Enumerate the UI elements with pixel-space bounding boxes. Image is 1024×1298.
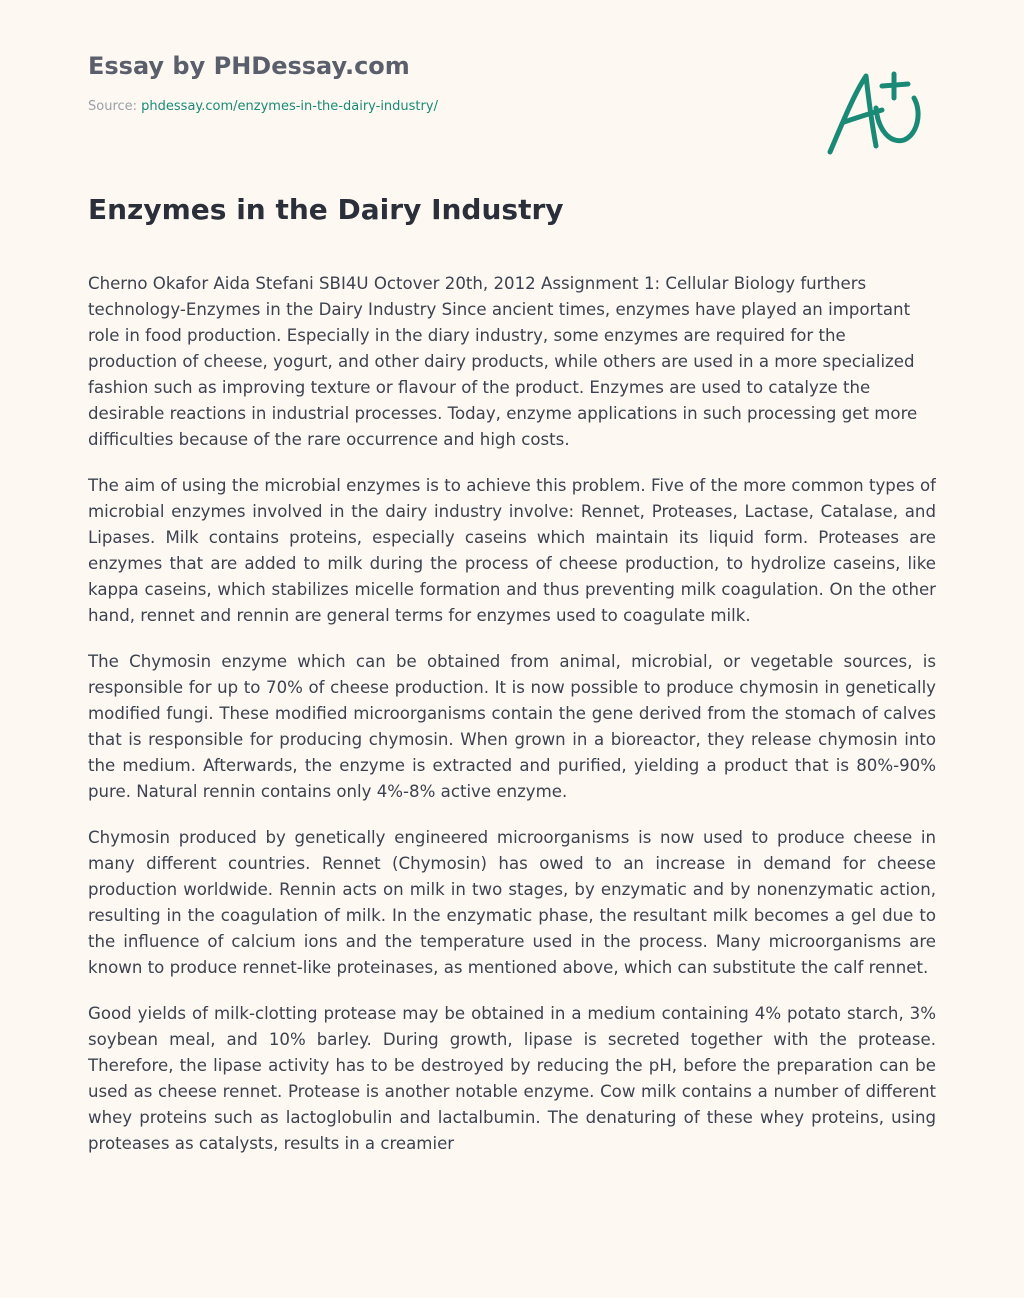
a-plus-grade-logo bbox=[822, 64, 932, 164]
paragraph: The Chymosin enzyme which can be obtained from animal, microbial, or vegetable sources, is responsible for up to 70% of cheese production. It is now possible to produce chymosin in genetically modified fungi. These modified microorganisms contain the gene derived from the stomach of calves that is responsible for producing chymosin. When grown in a bioreactor, they release chymosin into the medium. Afterwards, the enzyme is extracted and purified, yielding a product that is 80%-90% pure. Natural rennin contains only 4%-8% active enzyme. bbox=[88, 652, 936, 801]
page-header bbox=[88, 50, 788, 116]
essay-title: Enzymes in the Dairy Industry bbox=[88, 193, 564, 226]
paragraph: Good yields of milk-clotting protease may be obtained in a medium containing 4% potato starch, 3% soybean meal, and 10% barley. During growth, lipase is secreted together with the protease. Therefore, the lipase activity has to be destroyed by reducing the pH, before the preparation can be used as cheese rennet. Protease is another notable enzyme. Cow milk contains a number of different whey proteins such as lactoglobulin and lactalbumin. The denaturing of these whey proteins, using proteases as catalysts, results in a creamier bbox=[88, 1004, 936, 1153]
source-link[interactable]: phdessay.com/enzymes-in-the-dairy-industry/ bbox=[141, 99, 438, 114]
site-title: Essay by PHDessay.com bbox=[88, 52, 410, 80]
source-label: Source: bbox=[88, 99, 142, 114]
paragraph: Chymosin produced by genetically engineered microorganisms is now used to produce cheese in many different countries. Rennet (Chymosin) has owed to an increase in demand for cheese production worldwide. Rennin acts on milk in two stages, by enzymatic and by nonenzymatic action, resulting in the coagulation of milk. In the enzymatic phase, the resultant milk becomes a gel due to the influence of calcium ions and the temperature used in the process. Many microorganisms are known to produce rennet-like proteinases, as mentioned above, which can substitute the calf rennet. bbox=[88, 828, 936, 977]
paragraph: The aim of using the microbial enzymes is to achieve this problem. Five of the more common types of microbial enzymes involved in the dairy industry involve: Rennet, Proteases, Lactase, Catalase, and Lipases. Milk contains proteins, especially caseins which maintain its liquid form. Proteases are enzymes that are added to milk during the process of cheese production, to hydrolize caseins, like kappa caseins, which stabilizes micelle formation and thus preventing milk coagulation. On the other hand, rennet and rennin are general terms for enzymes used to coagulate milk. bbox=[88, 476, 936, 625]
a-plus-icon bbox=[822, 64, 932, 164]
paragraph: Cherno Okafor Aida Stefani SBI4U Octover 20th, 2012 Assignment 1: Cellular Biology furthers technology-Enzymes in the Dairy Industry Since ancient times, enzymes have played an important role in food production. Especially in the diary industry, some enzymes are required for the production of cheese, yogurt, and other dairy products, while others are used in a more specialized fashion such as improving texture or flavour of the product. Enzymes are used to catalyze the desirable reactions in industrial processes. Today, enzyme applications in such processing get more difficulties because of the rare occurrence and high costs. bbox=[88, 274, 918, 449]
essay-body bbox=[88, 271, 936, 1249]
source-line bbox=[88, 98, 788, 116]
